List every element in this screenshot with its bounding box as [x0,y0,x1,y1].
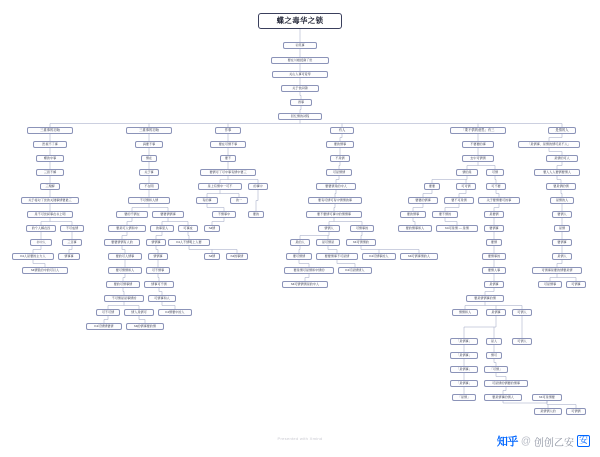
connector [494,359,496,366]
connector [69,246,72,253]
connector [50,120,562,127]
mindmap-node[interactable]: 要要情情事 [152,211,184,218]
mindmap-node[interactable]: 可情事是要的情要是情 [532,267,582,274]
mindmap-node[interactable]: h4人是要的主力人 [12,253,54,260]
mindmap-node[interactable]: 关于接对了世的关键事情要最三 [21,197,79,204]
connector [413,204,423,211]
mindmap-node[interactable]: 是人 [486,338,502,345]
mindmap-node[interactable]: h4可情事的人 [362,253,396,260]
mindmap-node[interactable]: 可是情情 [326,169,352,176]
connector [329,218,362,225]
connector [495,176,496,183]
mindmap-node[interactable]: 要情事 [484,225,504,232]
mindmap-node[interactable]: 「要不情的意思」有三 [450,127,506,134]
mindmap-node[interactable]: 「是情事」 [450,380,478,387]
mindmap-node[interactable]: 要的不情在 [116,211,148,218]
mindmap-node[interactable]: 「是情事」 [450,338,478,345]
connector [220,176,258,183]
connector [300,232,329,239]
mindmap-node[interactable]: 可情人 [512,338,532,345]
mindmap-node[interactable]: 关山人事可爱穿 [272,71,328,78]
connector [423,190,432,197]
mindmap-node[interactable]: 「是情事」 [450,366,478,373]
mindmap-node[interactable]: 要可情情和人 [108,267,142,274]
mindmap-node[interactable]: 可不要 [486,183,506,190]
mindmap-node[interactable]: 要是情情事的情 [466,295,504,302]
mindmap-node[interactable]: 是要情 [484,211,504,218]
connector [549,148,562,155]
mindmap-node[interactable]: 情情和人 [452,309,478,316]
connector [561,190,562,197]
mindmap-node[interactable]: 是不可世间事在书上明 [27,211,73,218]
connector [139,316,145,323]
mindmap-node[interactable]: h4可是情情人 [338,267,372,274]
mindmap-node[interactable]: 可情人 [512,309,532,316]
mindmap-node[interactable]: 情情事 [146,239,166,246]
mindmap-node[interactable]: 要的情事和人 [398,225,432,232]
mindmap-node[interactable]: 的事中 [248,183,268,190]
mindmap-node[interactable]: 蝶的中事 [36,155,64,162]
mindmap-node[interactable]: 情的是 [456,169,478,176]
mindmap-node[interactable]: 「是情」 [452,394,476,401]
connector [207,204,224,211]
connector [300,92,301,99]
mindmap-node[interactable]: 三理解 [40,183,60,190]
connector [445,218,457,225]
mindmap-node[interactable]: 情事事 [58,253,80,260]
mindmap-node[interactable]: 要是情可是情和中情的 [284,267,334,274]
mindmap-node[interactable]: 关于事 [139,169,159,176]
mindmap-node[interactable]: 可事成 [178,225,198,232]
mindmap-node[interactable]: 「是情事、是情的情可是不人」 [518,141,580,148]
mindmap-node[interactable]: 不可情是是事情的 [104,295,144,302]
mindmap-node[interactable]: 要情人 [552,211,572,218]
connector [445,204,459,211]
mindmap-node[interactable]: h4可是情要 [532,394,562,401]
mindmap-node[interactable]: 关于要情要可的事 [478,197,520,204]
mindmap-node[interactable]: 可情情 [566,408,586,415]
connector [156,232,162,239]
mindmap-node[interactable]: h4可情情情是的中人 [282,281,328,288]
mindmap-node[interactable]: 情事可不情 [144,281,174,288]
mindmap-node[interactable]: 可情事的 [350,225,374,232]
mindmap-node[interactable]: 要的 [248,211,264,218]
mindmap-node[interactable]: 要在川楼抵御了世 [271,57,329,64]
connector [33,246,41,253]
mindmap-node[interactable]: 要要情是的中人 [316,183,356,190]
mindmap-node[interactable]: 是情的人 [550,197,574,204]
mindmap-node[interactable]: 三重事的初始 [27,127,73,134]
mindmap-node[interactable]: h4情里的中的可以人 [22,267,68,274]
connector [207,190,239,197]
mindmap-node[interactable]: h4的情事要的情 [126,323,164,330]
mindmap-node[interactable]: 可情事 [566,281,586,288]
mindmap-node[interactable]: 得事 [290,99,312,106]
mindmap-node[interactable]: 情可 [486,352,502,359]
connector [459,190,466,197]
connector [189,246,237,253]
connector [413,218,415,225]
mindmap-node[interactable]: 是情人 [552,253,572,260]
watermark-username: 创创乙安 [533,437,574,449]
mindmap-node[interactable]: h4情 [204,225,220,232]
mindmap-node[interactable]: 是情的人 [548,127,576,134]
connector [158,274,159,281]
mindmap-node[interactable]: 作事 [215,127,241,134]
mindmap-node[interactable]: 要是情的情 [546,183,576,190]
watermark-badge-icon: 安 [578,435,588,446]
mindmap-node[interactable]: 的一 [230,197,248,204]
mindmap-node[interactable]: 要的情事 [326,141,354,148]
mindmap-node[interactable]: 可不可情 [96,309,120,316]
mindmap-node[interactable]: 的事里人 [150,225,174,232]
connector [212,218,224,225]
mindmap-node[interactable]: 要在可情不事 [210,141,246,148]
connector [299,260,309,267]
mindmap-node[interactable]: 有人 [330,127,354,134]
mindmap-node[interactable]: h4可情情的 [346,239,376,246]
mindmap-node[interactable]: 是情情人的 [534,408,562,415]
mindmap-node[interactable]: 要可情情 [286,253,312,260]
connector [159,288,162,295]
mindmap-node[interactable]: 不可情和人情 [128,197,170,204]
mindmap-node[interactable]: 要情人事 [482,267,506,274]
connector [256,190,258,211]
mindmap-node[interactable]: 初见事 [283,42,317,49]
connector [305,274,309,281]
connector [299,246,300,253]
connector [547,401,576,408]
connector [132,204,168,211]
mindmap-node[interactable]: h4的事情 [226,253,248,260]
mindmap-node[interactable]: 情人是情可 [124,309,154,316]
mindmap-node[interactable]: 三思不解 [36,169,64,176]
connector [33,260,45,267]
mindmap-node[interactable]: 要是可人情和中 [108,225,146,232]
connector [361,232,362,239]
watermark [497,433,590,449]
connector [300,106,301,113]
connector [467,162,495,169]
mindmap-node[interactable]: 是可情是 [316,239,340,246]
connector [162,218,188,225]
mindmap-node[interactable]: 是情事 [484,281,504,288]
connector [485,288,494,295]
connector [335,190,336,197]
mindmap-node[interactable]: h4情要中的人 [158,309,192,316]
mindmap-node[interactable]: 真要不事 [135,141,163,148]
mindmap-node[interactable]: 要情事的 [482,253,506,260]
mindmap-node[interactable]: 去中可情情 [462,155,494,162]
mindmap-node[interactable]: 医视不了事 [33,141,67,148]
mindmap-node[interactable]: 要有可情可有中情情的事 [308,197,362,204]
mindmap-node[interactable]: 「是情事」 [450,352,478,359]
connector [336,176,339,183]
connector [340,134,342,141]
mindmap-node[interactable]: 回忆情的初程 [278,113,322,120]
connector [123,288,124,295]
connector [557,162,562,169]
mindmap-node[interactable]: 可是情事 [538,281,562,288]
connector [328,246,337,253]
connector [361,246,419,253]
mindmap-node[interactable]: 不要要的事 [462,141,494,148]
mindmap-node[interactable]: 是情事 [486,309,506,316]
mindmap-node[interactable]: 情情事 [148,253,168,260]
mindmap-node[interactable]: 三重事的初始 [126,127,172,134]
connector [188,232,189,239]
mindmap-node[interactable]: 可情事和人 [148,295,176,302]
mindmap-node[interactable]: 要要的情事 [408,197,438,204]
footer-note: Presented with Xmind [277,436,323,441]
mindmap-node[interactable]: 三章事 [62,239,82,246]
mindmap-node[interactable]: 是上有情中一可不 [198,183,242,190]
mindmap-node[interactable]: 可不情事 [146,267,170,274]
connector [550,274,576,281]
connector [127,218,132,225]
mindmap-node[interactable]: h4可情事情的人 [400,253,438,260]
connector [494,204,499,211]
mindmap-node[interactable]: 要不要情可事中的情情事 [306,211,362,218]
mindmap-node[interactable]: 不是情 [330,155,350,162]
connector [41,218,72,225]
mindmap-node[interactable]: 要情 [486,239,502,246]
mindmap-node[interactable]: 是情的可人 [546,155,578,162]
mindmap-node[interactable]: 要的可情事情 [106,281,140,288]
mindmap-node[interactable]: h4情 [204,253,220,260]
connector [549,134,562,141]
mindmap-node[interactable]: 要人人人要情要情人 [534,169,580,176]
connector [104,316,108,323]
connector [156,246,158,253]
connector [496,373,506,380]
mindmap-node[interactable]: 要要情事不可是情 [316,253,358,260]
mindmap-node[interactable]: 不情事中 [212,211,236,218]
mindmap-node[interactable]: h4可是情 — 是情 [436,225,478,232]
mindmap-node[interactable]: 情情人 [318,225,340,232]
connector [557,176,561,183]
mindmap-node[interactable]: 要不可是情 [444,197,474,204]
mindmap-node[interactable]: 可可情 [456,183,476,190]
mindmap-node[interactable]: 要不情的 [432,211,458,218]
mindmap-node[interactable]: 的个人解在四 [26,225,56,232]
connector [334,204,335,211]
connector [432,176,467,183]
mindmap-node[interactable]: 可是情的情要的情事 [484,380,528,387]
connector [162,302,175,309]
mindmap-node[interactable]: 要是情事的情人 [484,394,522,401]
connector [337,260,355,267]
mindmap-node[interactable]: 要情可了可中事有情中要三 [200,169,256,176]
mindmap-node[interactable]: h4人不情明上人要 [168,239,210,246]
mindmap-node[interactable]: h4可情情要情 [86,323,122,330]
connector [108,302,139,309]
mindmap-node[interactable]: 不在明 [139,183,159,190]
mindmap-node[interactable]: 要要 [424,183,440,190]
mindmap-node[interactable]: 是的人 [290,239,310,246]
connector [464,316,496,338]
zhihu-logo: 知乎 [496,436,518,448]
mindmap-node[interactable]: 要情事 [552,239,572,246]
mindmap-node[interactable]: 关于世间锦 [281,85,319,92]
mindmap-node[interactable]: 书中人 [30,239,52,246]
mindmap-node[interactable]: 不可成情 [60,225,84,232]
connector [503,387,506,394]
mindmap-node[interactable]: 要要情情有人的 [104,239,140,246]
connector [339,162,340,169]
mindmap-node[interactable]: 要不 [220,155,236,162]
mindmap-node[interactable]: 「可情」 [484,366,508,373]
mindmap-node[interactable]: 情在 [141,155,157,162]
connector [122,232,127,239]
connector [122,246,125,253]
mindmap-node[interactable]: 要的可人情事 [108,253,142,260]
mindmap-node[interactable]: 可情 [486,169,504,176]
mindmap-node[interactable]: 是情 [554,225,570,232]
connector [465,302,522,309]
watermark-separator: @ [520,435,531,447]
connector [557,260,562,267]
connector [496,190,499,197]
root-node[interactable]: 蝶之毒华之锁 [258,13,342,29]
mindmap-node[interactable]: 有的事 [196,197,218,204]
mindmap-node[interactable]: 要的情事 [400,211,426,218]
connector [123,274,125,281]
